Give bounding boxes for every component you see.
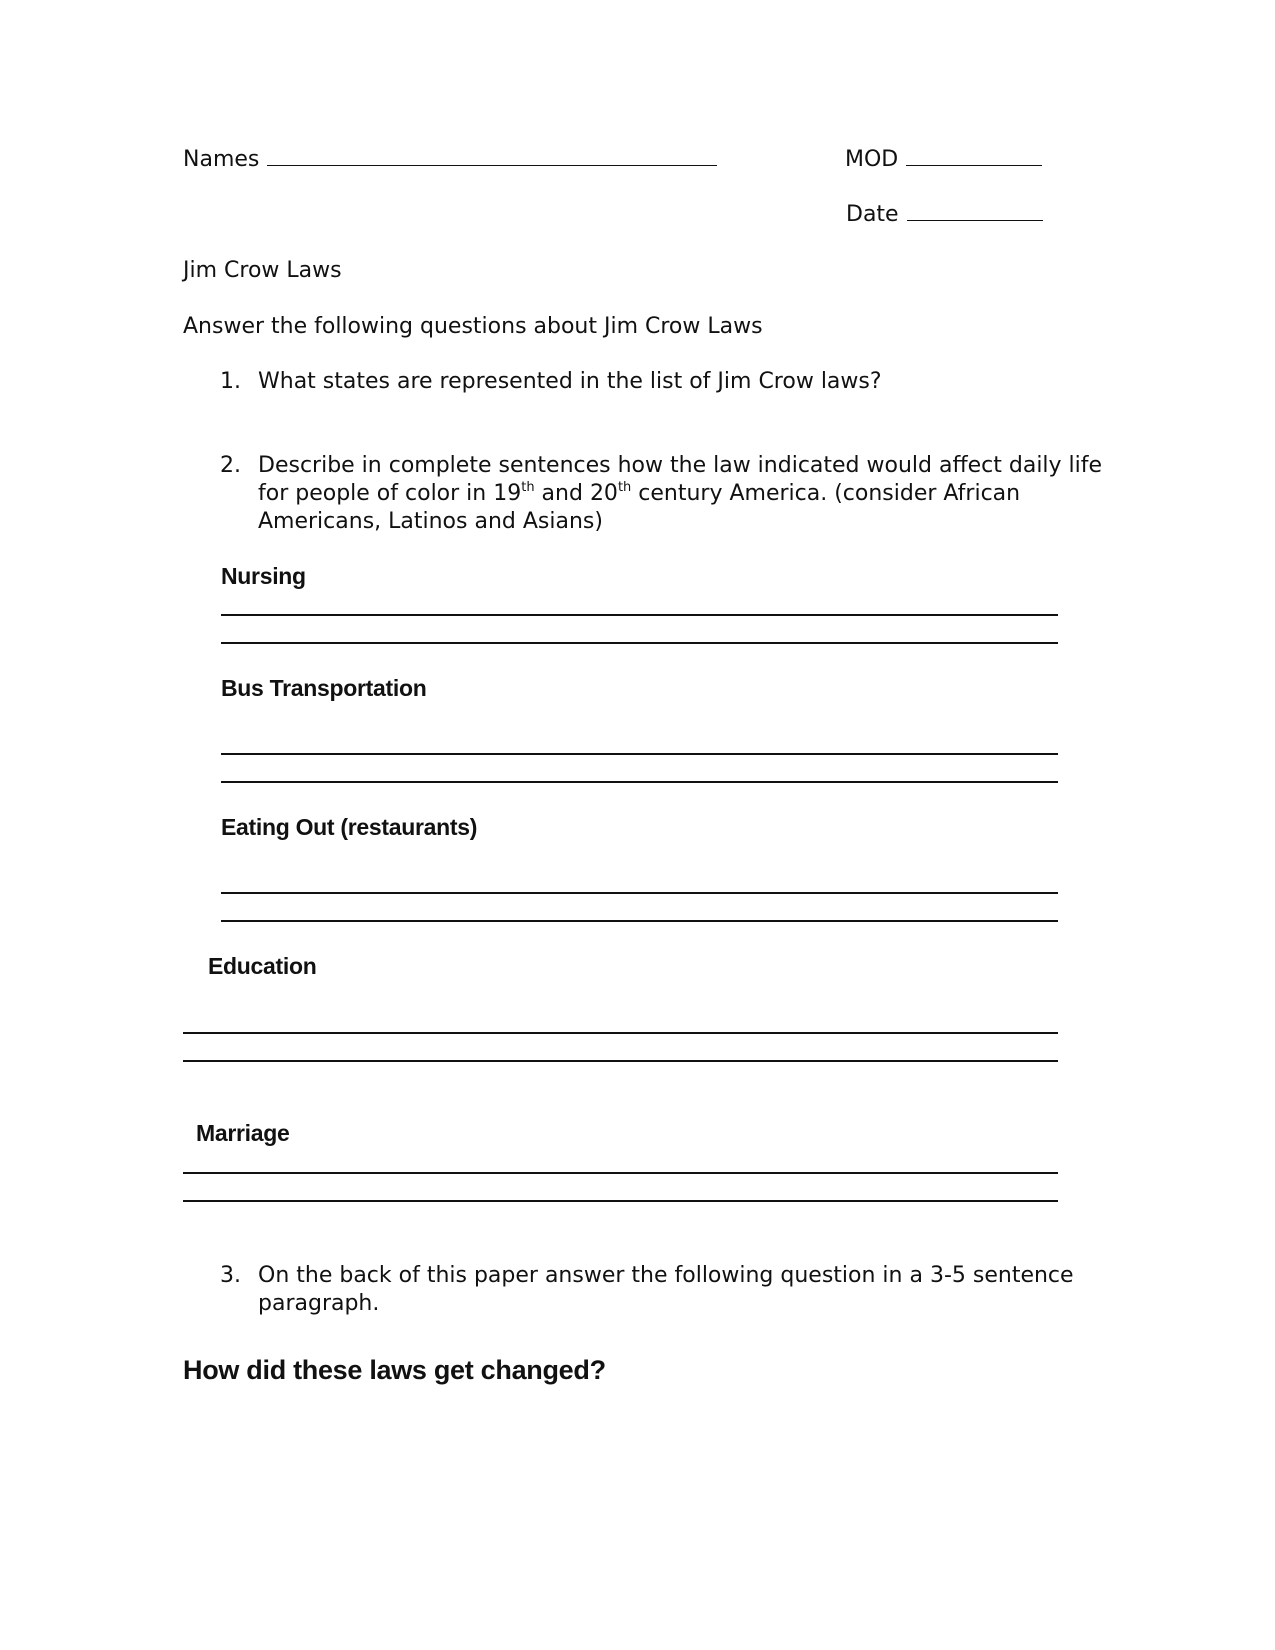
question-3-line-1: On the back of this paper answer the following question in a 3-5 sentence	[258, 1263, 1074, 1288]
mod-field[interactable]	[845, 146, 1042, 174]
topic-eating-out-label: Eating Out (restaurants)	[221, 814, 478, 840]
question-1-number: 1.	[220, 369, 241, 394]
date-field[interactable]	[846, 201, 1043, 229]
marriage-answer-line-1[interactable]	[183, 1172, 1058, 1174]
question-2-number: 2.	[220, 453, 241, 478]
date-blank[interactable]	[907, 202, 1043, 221]
education-answer-line-1[interactable]	[183, 1032, 1058, 1034]
mod-label: MOD	[845, 147, 899, 172]
question-1-text: What states are represented in the list of Jim Crow laws?	[258, 369, 882, 394]
education-answer-line-2[interactable]	[183, 1060, 1058, 1062]
instructions: Answer the following questions about Jim Crow Laws	[183, 314, 763, 339]
date-label: Date	[846, 202, 899, 227]
superscript-th-1: th	[521, 480, 535, 495]
nursing-answer-line-2[interactable]	[221, 642, 1058, 644]
superscript-th-2: th	[617, 480, 632, 495]
nursing-answer-line-1[interactable]	[221, 614, 1058, 616]
question-3-line-2: paragraph.	[258, 1291, 380, 1316]
names-field[interactable]	[183, 146, 717, 174]
topic-education-label: Education	[208, 953, 317, 979]
eating-out-answer-line-2[interactable]	[221, 920, 1058, 922]
mod-blank[interactable]	[906, 147, 1042, 166]
marriage-answer-line-2[interactable]	[183, 1200, 1058, 1202]
topic-bus-transportation-label: Bus Transportation	[221, 675, 427, 701]
question-2-line-3: Americans, Latinos and Asians)	[258, 509, 603, 534]
topic-marriage-label: Marriage	[196, 1120, 290, 1146]
question-2-line-1: Describe in complete sentences how the law indicated would affect daily life	[258, 453, 1103, 478]
question-2-line-2	[258, 480, 1020, 508]
bus-answer-line-1[interactable]	[221, 753, 1058, 755]
question-3-number: 3.	[220, 1263, 241, 1288]
question-2-text-a: for people of color in 19	[258, 481, 522, 506]
topic-nursing-label: Nursing	[221, 563, 306, 589]
final-question-heading: How did these laws get changed?	[183, 1355, 606, 1385]
eating-out-answer-line-1[interactable]	[221, 892, 1058, 894]
question-2-text-c: century America. (consider African	[631, 481, 1021, 506]
names-blank[interactable]	[267, 147, 717, 166]
question-2-text-b: and 20	[534, 481, 618, 506]
worksheet-title: Jim Crow Laws	[183, 258, 342, 283]
names-label: Names	[183, 147, 260, 172]
bus-answer-line-2[interactable]	[221, 781, 1058, 783]
